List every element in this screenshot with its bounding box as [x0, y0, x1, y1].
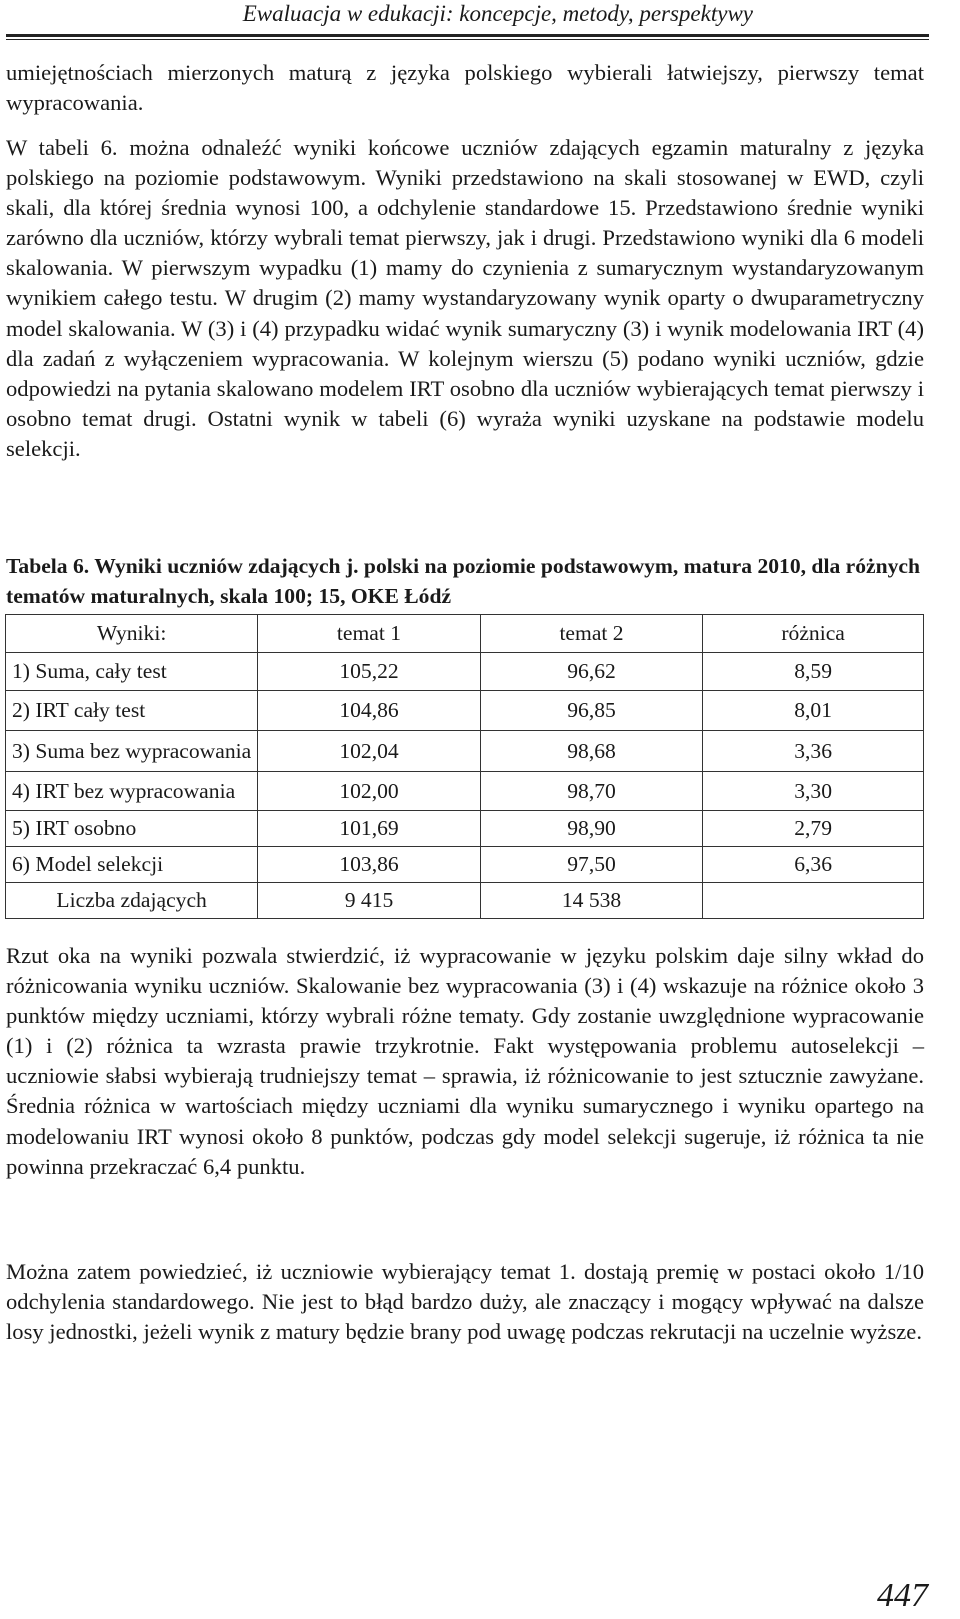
- header-rule-thick: [6, 34, 929, 37]
- table-row: [6, 731, 924, 772]
- cell-temat-1: 103,86: [258, 847, 481, 883]
- header-cell-roznica: różnica: [703, 615, 924, 653]
- cell-temat-2: 98,70: [480, 772, 703, 811]
- table-row: [6, 691, 924, 731]
- row-label: 4) IRT bez wypracowania: [6, 772, 258, 811]
- row-label: 3) Suma bez wypracowania: [6, 731, 258, 772]
- paragraph-discussion: Rzut oka na wyniki pozwala stwierdzić, iż wypracowanie w języku polskim daje silny wkład do różnicowania wyniku uczniów. Skalowanie bez wypracowania (3) i (4) wskazuje na różnice około 3 punktów między uczniami, którzy wybrali różne tematy. Gdy zostanie uwzględnione wypracowanie (1) i (2) różnica ta wzrasta prawie trzykrotnie. Fakt występowania problemu autoselekcji – uczniowie słabsi wybierają trudniejszy temat – sprawia, iż różnicowanie to jest sztucznie zawyżane. Średnia różnica w wartościach między uczniami dla wyniku sumarycznego i wyniku opartego na modelowaniu IRT wynosi około 8 punktów, podczas gdy model selekcji sugeruje, iż różnica ta nie powinna przekraczać 6,4 punktu.: [6, 943, 924, 1179]
- row-label: 2) IRT cały test: [6, 691, 258, 731]
- cell-temat-1: 104,86: [258, 691, 481, 731]
- cell-temat-1: 102,04: [258, 731, 481, 772]
- cell-temat-2: 96,62: [480, 653, 703, 691]
- header-cell-temat-2: temat 2: [480, 615, 703, 653]
- count-temat-1: 9 415: [258, 883, 481, 919]
- header-rule-thin: [6, 39, 929, 40]
- count-roznica: [703, 883, 924, 919]
- row-label: 5) IRT osobno: [6, 811, 258, 847]
- table-row: [6, 811, 924, 847]
- header-cell-wyniki: Wyniki:: [6, 615, 258, 653]
- paragraph-conclusion: Można zatem powiedzieć, iż uczniowie wybierający temat 1. dostają premię w postaci około 1/10 odchylenia standardowego. Nie jest to błąd bardzo duży, ale znaczący i mogący wpływać na dalsze losy jednostki, jeżeli wynik z matury będzie brany pod uwagę podczas rekrutacji na uczelnie wyższe.: [6, 1259, 924, 1345]
- header-cell-temat-1: temat 1: [258, 615, 481, 653]
- page-number: 447: [877, 1577, 928, 1614]
- running-head: Ewaluacja w edukacji: koncepcje, metody, perspektywy: [242, 1, 753, 26]
- table-header-row: [6, 615, 924, 653]
- paragraph-continuation: umiejętnościach mierzonych maturą z języka polskiego wybierali łatwiejszy, pierwszy temat wypracowania.: [6, 60, 924, 116]
- count-label: Liczba zdających: [6, 883, 258, 919]
- cell-temat-1: 102,00: [258, 772, 481, 811]
- cell-roznica: 6,36: [703, 847, 924, 883]
- cell-roznica: 3,30: [703, 772, 924, 811]
- cell-temat-2: 96,85: [480, 691, 703, 731]
- cell-roznica: 3,36: [703, 731, 924, 772]
- table-row: [6, 847, 924, 883]
- cell-temat-2: 97,50: [480, 847, 703, 883]
- table-count-row: [6, 883, 924, 919]
- cell-roznica: 8,59: [703, 653, 924, 691]
- table-row: [6, 772, 924, 811]
- cell-roznica: 8,01: [703, 691, 924, 731]
- paragraph-table-intro: W tabeli 6. można odnaleźć wyniki końcowe uczniów zdających egzamin maturalny z języka polskiego na poziomie podstawowym. Wyniki przedstawiono na skali stosowanej w EWD, czyli skali, dla której średnia wynosi 100, a odchylenie standardowe 15. Przedstawiono średnie wyniki zarówno dla uczniów, którzy wybrali temat pierwszy, jak i drugi. Przedstawiono wyniki dla 6 modeli skalowania. W pierwszym wypadku (1) mamy do czynienia z sumarycznym wystandaryzowanym wynikiem całego testu. W drugim (2) mamy wystandaryzowany wynik oparty o dwuparametryczny model skalowania. W (3) i (4) przypadku widać wynik sumaryczny (3) i wynik modelowania IRT (4) dla zadań z wyłączeniem wypracowania. W kolejnym wierszu (5) podano wyniki uczniów, gdzie odpowiedzi na pytania skalowano modelem IRT osobno dla uczniów wybierających temat pierwszy i osobno temat drugi. Ostatni wynik w tabeli (6) wyraża wyniki uzyskane na podstawie modelu selekcji.: [6, 135, 924, 461]
- count-temat-2: 14 538: [480, 883, 703, 919]
- cell-roznica: 2,79: [703, 811, 924, 847]
- row-label: 1) Suma, cały test: [6, 653, 258, 691]
- cell-temat-1: 105,22: [258, 653, 481, 691]
- cell-temat-1: 101,69: [258, 811, 481, 847]
- table-caption: Tabela 6. Wyniki uczniów zdających j. polski na poziomie podstawowym, matura 2010, dla różnych tematów maturalnych, skala 100; 15, OKE Łódź: [6, 554, 921, 608]
- table-row: [6, 653, 924, 691]
- results-table: [5, 614, 924, 919]
- cell-temat-2: 98,68: [480, 731, 703, 772]
- cell-temat-2: 98,90: [480, 811, 703, 847]
- row-label: 6) Model selekcji: [6, 847, 258, 883]
